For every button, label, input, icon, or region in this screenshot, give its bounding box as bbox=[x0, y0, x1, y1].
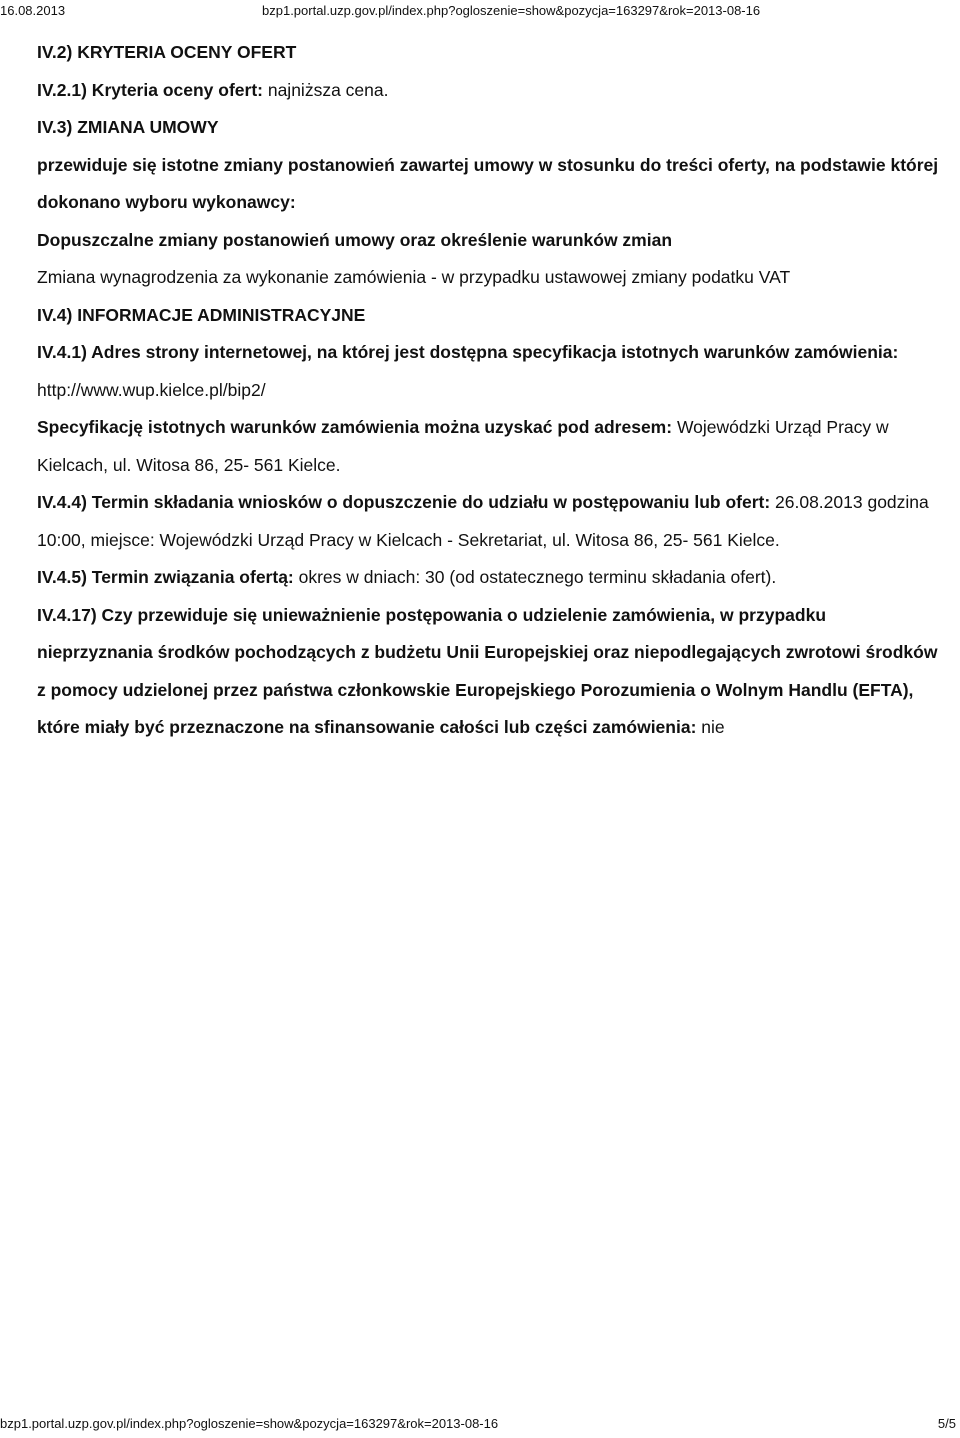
section-iv45 bbox=[37, 559, 942, 597]
print-header bbox=[0, 3, 960, 21]
section-iv45-label: IV.4.5) Termin związania ofertą: bbox=[37, 567, 294, 587]
section-iv417-label: IV.4.17) Czy przewiduje się unieważnienie postępowania o udzielenie zamówienia, w przypadku nieprzyznania środków pochodzących z budżetu Unii Europejskiej oraz niepodlegających zwrotowi środków z pomocy udzielonej przez państwa członkowskie Europejskiego Porozumienia o Wolnym Handlu (EFTA), które miały być przeznaczone na sfinansowanie całości lub części zamówienia: bbox=[37, 604, 938, 737]
notice-content bbox=[37, 34, 942, 747]
section-iv3-statement: przewiduje się istotne zmiany postanowień zawartej umowy w stosunku do treści oferty, na podstawie której dokonano wyboru wykonawcy: bbox=[37, 154, 939, 212]
section-iv21 bbox=[37, 72, 942, 110]
specification-url: http://www.wup.kielce.pl/bip2/ bbox=[37, 379, 266, 400]
section-iv21-label: IV.2.1) Kryteria oceny ofert: bbox=[37, 79, 263, 100]
print-date: 16.08.2013 bbox=[0, 3, 66, 18]
section-iv44-label: IV.4.4) Termin składania wniosków o dopuszczenie do udziału w postępowaniu lub ofert: bbox=[37, 492, 771, 512]
section-iv2-heading: IV.2) KRYTERIA OCENY OFERT bbox=[37, 42, 297, 62]
print-url: bzp1.portal.uzp.gov.pl/index.php?ogloszenie=show&pozycja=163297&rok=2013-08-16 bbox=[262, 3, 761, 18]
print-footer bbox=[0, 1416, 960, 1434]
section-iv3-heading: IV.3) ZMIANA UMOWY bbox=[37, 117, 219, 137]
section-iv4-heading: IV.4) INFORMACJE ADMINISTRACYJNE bbox=[37, 304, 366, 325]
footer-url: bzp1.portal.uzp.gov.pl/index.php?ogloszenie=show&pozycja=163297&rok=2013-08-16 bbox=[0, 1416, 499, 1431]
section-spec-label: Specyfikację istotnych warunków zamówienia można uzyskać pod adresem: bbox=[37, 417, 673, 437]
section-iv44 bbox=[37, 484, 942, 559]
section-spec-value: Wojewódzki Urząd Pracy w Kielcach, ul. Witosa 86, 25- 561 Kielce. bbox=[37, 417, 889, 475]
section-iv417-value: nie bbox=[696, 717, 725, 737]
section-spec bbox=[37, 409, 942, 484]
section-iv41-label: IV.4.1) Adres strony internetowej, na której jest dostępna specyfikacja istotnych warunków zamówienia: bbox=[37, 342, 899, 362]
section-iv41 bbox=[37, 334, 942, 409]
section-iv44-value: 26.08.2013 godzina 10:00, miejsce: Wojewódzki Urząd Pracy w Kielcach - Sekretariat, ul. Witosa 86, 25- 561 Kielce. bbox=[37, 492, 929, 550]
section-iv417 bbox=[37, 597, 942, 747]
section-iv21-value: najniższa cena. bbox=[262, 79, 389, 100]
page-number: 5/5 bbox=[937, 1416, 956, 1431]
section-iv3-text: Zmiana wynagrodzenia za wykonanie zamówienia - w przypadku ustawowej zmiany podatku VAT bbox=[37, 267, 791, 287]
section-iv45-value: okres w dniach: 30 (od ostatecznego terminu składania ofert). bbox=[293, 567, 777, 587]
section-iv3-subheading: Dopuszczalne zmiany postanowień umowy oraz określenie warunków zmian bbox=[37, 229, 673, 250]
